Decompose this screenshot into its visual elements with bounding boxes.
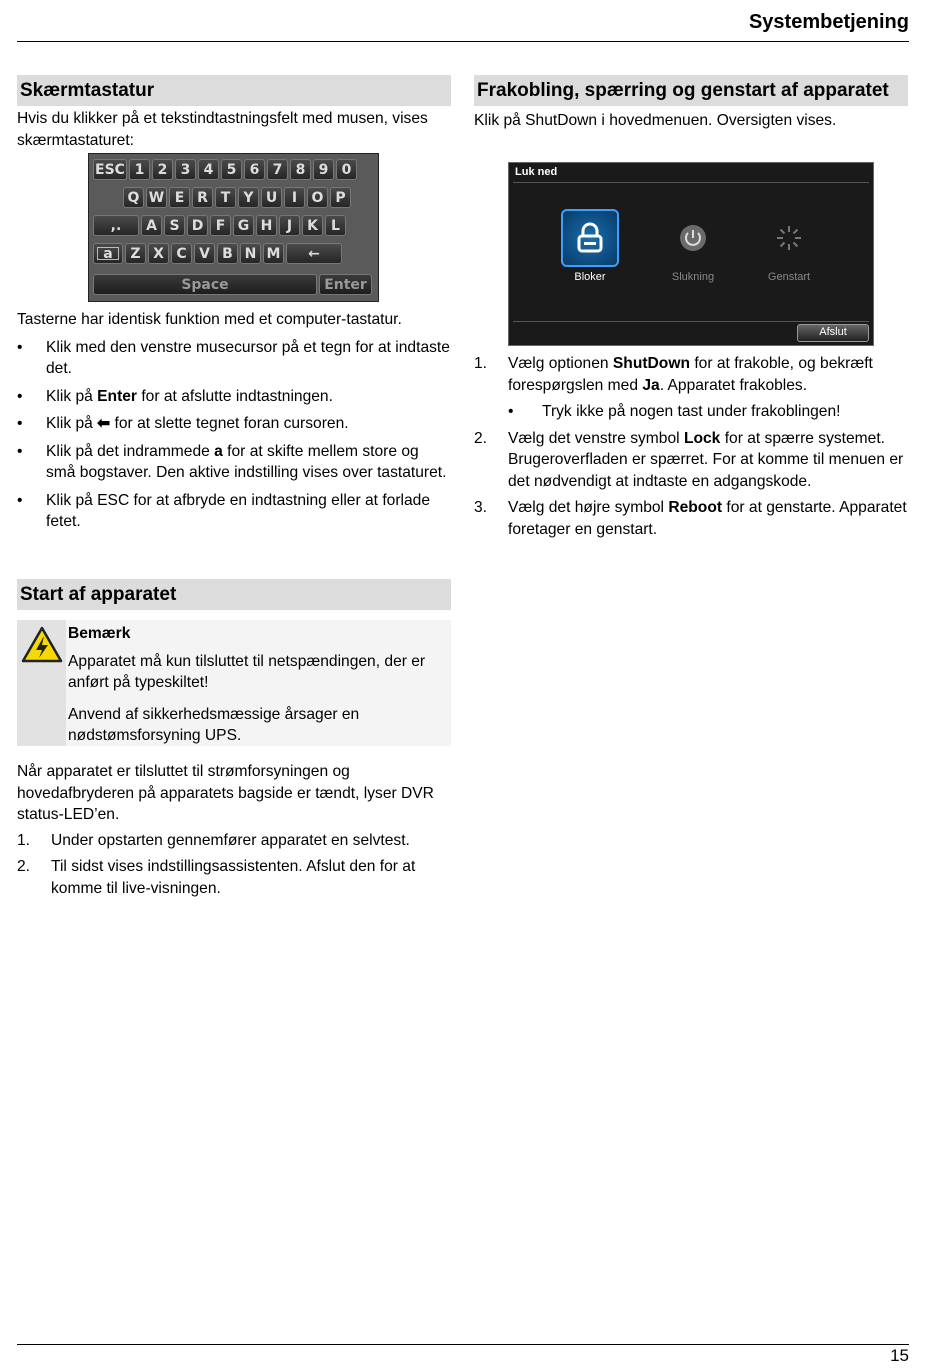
keyboard-after-text: Tasterne har identisk funktion med et computer-tastatur. [17,311,402,328]
list-item: • Klik med den venstre musecursor på et tegn for at indtaste det. [17,337,451,380]
sub-bullet: • Tryk ikke på nogen tast under frakoblingen! [508,403,841,420]
note-text-1: Apparatet må kun tilsluttet til netspændingen, der er anført på typeskiltet! [68,652,426,691]
start-heading: Start af apparatet [17,579,451,610]
keyboard-key: 3 [175,159,196,180]
keyboard-key: X [148,243,169,264]
keyboard-bullets [17,337,451,533]
start-paragraph: Når apparatet er tilsluttet til strømforsyningen og hovedafbryderen på apparatets bagside er tændt, lyser DVR status-LED’en. [17,763,434,823]
keyboard-key: 8 [290,159,311,180]
keyboard-key: W [146,187,167,208]
shutdown-steps [474,353,910,545]
list-item: • Klik på ⬅ for at slette tegnet foran cursoren. [17,413,451,435]
keyboard-key: Y [238,187,259,208]
footer-rule [17,1344,909,1345]
page-number: 15 [890,1346,909,1365]
restart-label: Genstart [767,271,811,283]
keyboard-key: I [284,187,305,208]
section-header: Systembetjening [748,11,909,33]
power-off-option [658,209,728,283]
keyboard-key: U [261,187,282,208]
keyboard-key: Z [125,243,146,264]
keyboard-key: E [169,187,190,208]
keyboard-key: A [141,215,162,236]
note-text-2: Anvend af sikkerhedsmæssige årsager en nødstømsforsyning UPS. [68,705,360,744]
power-off-label: Slukning [671,271,715,283]
keyboard-key: 2 [152,159,173,180]
exit-button: Afslut [797,324,869,342]
keyboard-key: 9 [313,159,334,180]
keyboard-key: G [233,215,254,236]
list-item: • Klik på det indrammede a for at skifte mellem store og små bogstaver. Den aktive indstilling vises over tastaturet. [17,441,451,484]
keyboard-key: P [330,187,351,208]
keyboard-key: T [215,187,236,208]
restart-option [754,209,824,283]
shutdown-step-list [474,353,910,540]
power-icon [664,209,722,267]
list-item: 1. Under opstarten gennemfører apparatet en selvtest. [17,831,410,849]
keyboard-heading: Skærmtastatur [17,75,451,106]
keyboard-key: O [307,187,328,208]
lock-option [555,209,625,283]
keyboard-key: V [194,243,215,264]
keyboard-key: K [302,215,323,236]
list-item: 3. Vælg det højre symbol Reboot for at genstarte. Apparatet foretager en genstart. [474,499,907,538]
warning-icon [21,626,63,664]
keyboard-key: ,. [93,215,139,236]
shutdown-intro: Klik på ShutDown i hovedmenuen. Oversigten vises. [474,112,837,129]
shutdown-section [474,75,908,132]
keyboard-key: Q [123,187,144,208]
shutdown-heading: Frakobling, spærring og genstart af apparatet [474,75,908,106]
keyboard-key: a [93,243,123,264]
note-sidebar [17,620,66,746]
note-body [68,623,448,747]
list-item: • Klik på Enter for at afslutte indtastningen. [17,386,451,408]
dialog-title: Luk ned [515,166,558,178]
dialog-divider-bottom [513,321,869,322]
keyboard-key: 4 [198,159,219,180]
keyboard-key: H [256,215,277,236]
keyboard-key: 1 [129,159,150,180]
keyboard-key: J [279,215,300,236]
keyboard-intro: Hvis du klikker på et tekstindtastningsfelt med musen, vises skærmtastaturet: [17,110,428,149]
keyboard-key: 0 [336,159,357,180]
start-section [17,579,451,610]
list-item: 2. Til sidst vises indstillingsassistenten. Afslut den for at komme til live-visningen. [17,858,416,897]
keyboard-key: ← [286,243,342,264]
start-text [17,761,451,904]
shutdown-dialog-image [508,162,874,346]
start-steps [17,830,451,900]
header-rule [17,41,909,42]
keyboard-key: 6 [244,159,265,180]
restart-spinner-icon [760,209,818,267]
dialog-divider [513,182,869,183]
keyboard-key: 7 [267,159,288,180]
list-item: 1. Vælg optionen ShutDown for at frakoble, og bekræft forespørgslen med Ja. Apparatet frakobles. • Tryk ikke på nogen tast under frakoblingen! [474,353,910,423]
keyboard-key: F [210,215,231,236]
note-box [17,620,451,746]
keyboard-key: R [192,187,213,208]
keyboard-key: S [164,215,185,236]
keyboard-key: Space [93,274,317,295]
keyboard-key: L [325,215,346,236]
keyboard-key: ESC [93,159,127,180]
lock-icon [561,209,619,267]
keyboard-key: B [217,243,238,264]
backspace-arrow-icon: ⬅ [97,415,111,432]
keyboard-key: Enter [319,274,372,295]
keyboard-key: N [240,243,261,264]
keyboard-key: D [187,215,208,236]
list-item: • Klik på ESC for at afbryde en indtastning eller at forlade fetet. [17,490,451,533]
keyboard-key: 5 [221,159,242,180]
keyboard-usage [17,309,451,539]
keyboard-key: C [171,243,192,264]
keyboard-key: M [263,243,284,264]
list-item: 2. Vælg det venstre symbol Lock for at spærre systemet. Brugeroverfladen er spærret. For at komme til menuen er det nødvendigt at indtaste en adgangskode. [474,429,904,490]
onscreen-keyboard-image [88,153,379,302]
note-title: Bemærk [68,625,131,642]
lock-label: Bloker [574,271,606,283]
keyboard-section [17,75,451,151]
